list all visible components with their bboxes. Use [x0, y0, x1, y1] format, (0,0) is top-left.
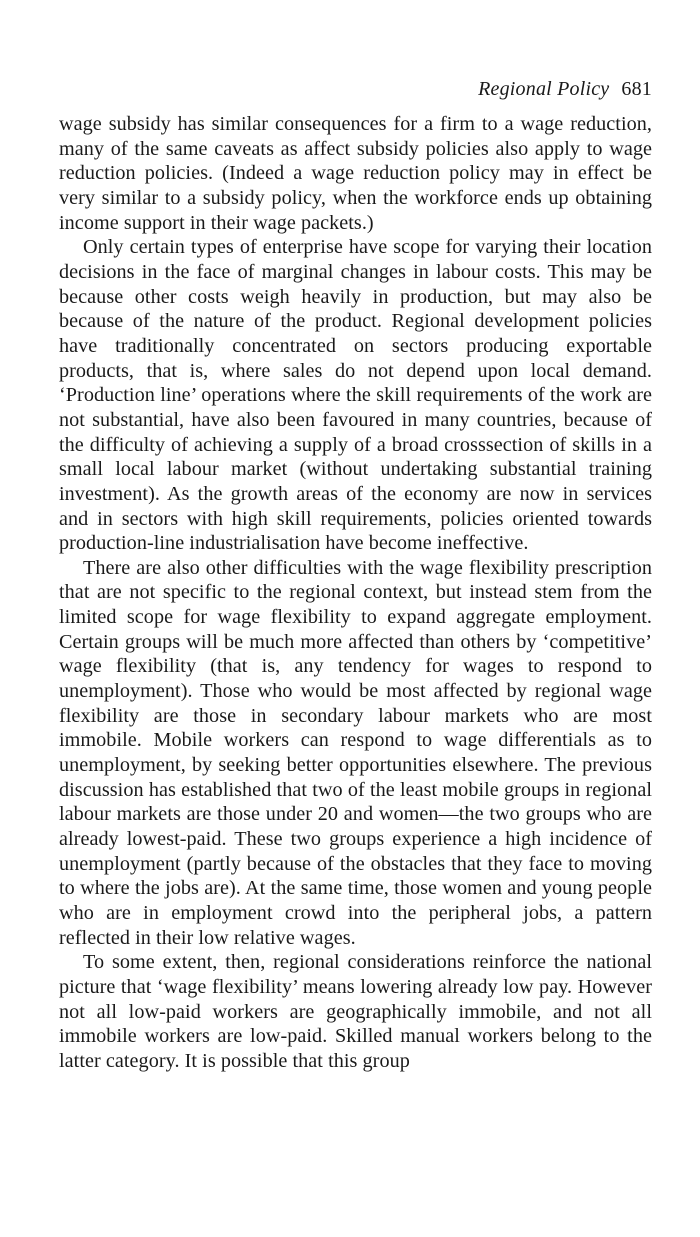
running-head	[59, 74, 652, 104]
paragraph: To some extent, then, regional considerations reinforce the national picture that ‘wage flexibility’ means lowering already low pay. However not all low-paid workers are geographically immobile, and not all immobile workers are low-paid. Skilled manual workers belong to the latter category. It is possible that this group	[59, 951, 652, 1072]
section-title: Regional Policy	[478, 78, 610, 100]
paragraph-continued: wage subsidy has similar consequences for a firm to a wage reduction, many of the same caveats as affect subsidy policies also apply to wage reduction policies. (Indeed a wage reduction policy may in effect be very similar to a subsidy policy, when the workforce ends up obtaining income support in their wage packets.)	[59, 113, 652, 234]
paragraph: There are also other difficulties with the wage flexibility prescription that are not specific to the regional context, but instead stem from the limited scope for wage flexibility to expand aggregate employment. Certain groups will be much more affected than others by ‘competitive’ wage flexibility (that is, any tendency for wages to respond to unemployment). Those who would be most affected by regional wage flexibility are those in secondary labour markets who are most immobile. Mobile workers can respond to wage differentials as to unemployment, by seeking better opportunities elsewhere. The previous discussion has established that two of the least mobile groups in regional labour markets are those under 20 and women—the two groups who are already lowest-paid. These two groups experience a high incidence of unemployment (partly because of the obstacles that they face to moving to where the jobs are). At the same time, those women and young people who are in employment crowd into the peripheral jobs, a pattern reflected in their low relative wages.	[59, 556, 652, 949]
page-number: 681	[621, 78, 652, 100]
book-page	[59, 74, 652, 1074]
body-text	[59, 112, 652, 1074]
paragraph: Only certain types of enterprise have scope for varying their location decisions in the face of marginal changes in labour costs. This may be because other costs weigh heavily in production, but may also be because of the nature of the product. Regional development policies have traditionally concentrated on sectors producing exportable products, that is, where sales do not depend upon local demand. ‘Production line’ operations where the skill requirements of the work are not substantial, have also been favoured in many countries, because of the difficulty of achieving a supply of a broad crosssection of skills in a small local labour market (without undertaking substantial training investment). As the growth areas of the economy are now in services and in sectors with high skill requirements, policies oriented towards production-line industrialisation have become ineffective.	[59, 236, 652, 555]
